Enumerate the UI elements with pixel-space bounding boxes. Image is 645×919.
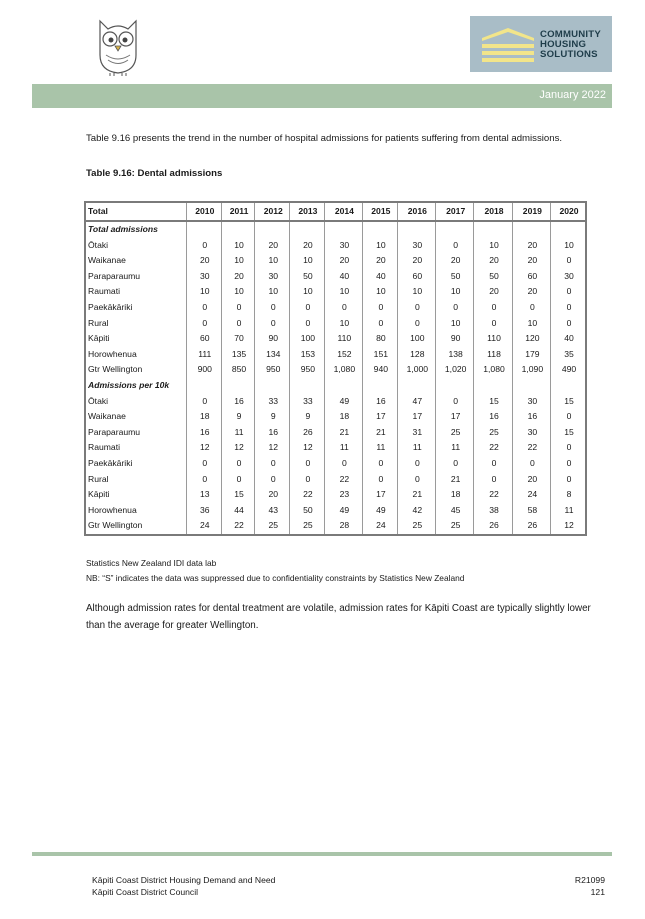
table-cell: 0 <box>397 472 435 488</box>
table-cell: 20 <box>255 487 290 503</box>
dental-admissions-table <box>84 201 587 536</box>
table-cell: 22 <box>512 440 550 456</box>
table-cell: 1,080 <box>474 362 512 378</box>
table-cell: 0 <box>187 456 222 472</box>
table-cell: 80 <box>363 331 398 347</box>
table-cell: 11 <box>397 440 435 456</box>
table-cell: 15 <box>221 487 255 503</box>
table-cell: 13 <box>187 487 222 503</box>
table-cell: 0 <box>397 456 435 472</box>
brand-line-1: COMMUNITY <box>540 29 601 40</box>
empty-cell <box>551 221 586 238</box>
table-cell: 60 <box>512 269 550 285</box>
table-cell: 0 <box>436 456 474 472</box>
table-cell: 950 <box>290 362 325 378</box>
table-cell: 0 <box>187 238 222 254</box>
footer-report-title: Kāpiti Coast District Housing Demand and Need <box>92 875 276 885</box>
table-cell: 950 <box>255 362 290 378</box>
empty-cell <box>397 221 435 238</box>
table-cell: 118 <box>474 347 512 363</box>
table-cell: 33 <box>290 394 325 410</box>
table-cell: 0 <box>221 300 255 316</box>
table-cell: 22 <box>474 440 512 456</box>
column-header-year: 2018 <box>474 202 512 221</box>
table-cell: 12 <box>187 440 222 456</box>
row-label: Kāpiti <box>88 333 110 344</box>
table-cell: 0 <box>551 456 586 472</box>
table-cell: 0 <box>255 316 290 332</box>
empty-cell <box>290 378 325 394</box>
table-row <box>85 284 586 300</box>
table-cell: 23 <box>324 487 362 503</box>
table-cell: 17 <box>397 409 435 425</box>
table-cell: 0 <box>187 472 222 488</box>
table-cell: 20 <box>397 253 435 269</box>
table-cell: 30 <box>397 238 435 254</box>
table-cell: 111 <box>187 347 222 363</box>
table-cell: 138 <box>436 347 474 363</box>
table-cell: 9 <box>290 409 325 425</box>
row-label: Waikanae <box>88 255 126 266</box>
table-cell: 0 <box>255 456 290 472</box>
column-header-year: 2019 <box>512 202 550 221</box>
empty-cell <box>221 221 255 238</box>
table-cell: 45 <box>436 503 474 519</box>
table-cell: 10 <box>187 284 222 300</box>
table-cell: 8 <box>551 487 586 503</box>
column-header-year: 2012 <box>255 202 290 221</box>
table-cell: 151 <box>363 347 398 363</box>
table-cell: 18 <box>187 409 222 425</box>
table-cell: 25 <box>436 425 474 441</box>
empty-cell <box>363 378 398 394</box>
table-cell: 0 <box>290 300 325 316</box>
table-cell: 21 <box>397 487 435 503</box>
table-cell: 11 <box>221 425 255 441</box>
table-cell: 50 <box>290 269 325 285</box>
column-header-year: 2014 <box>324 202 362 221</box>
table-row <box>85 456 586 472</box>
table-cell: 9 <box>221 409 255 425</box>
table-cell: 0 <box>474 300 512 316</box>
table-row <box>85 300 586 316</box>
empty-cell <box>221 378 255 394</box>
house-bars-icon <box>480 26 536 62</box>
table-cell: 0 <box>397 316 435 332</box>
brand-line-3: SOLUTIONS <box>540 49 598 60</box>
row-label: Kāpiti <box>88 489 110 500</box>
row-label: Ōtaki <box>88 395 109 406</box>
table-cell: 22 <box>290 487 325 503</box>
table-cell: 25 <box>397 518 435 535</box>
table-cell: 40 <box>363 269 398 285</box>
table-cell: 110 <box>474 331 512 347</box>
table-cell: 152 <box>324 347 362 363</box>
section-title: Total admissions <box>88 224 158 234</box>
row-label: Waikanae <box>88 411 126 422</box>
table-cell: 20 <box>221 269 255 285</box>
table-cell: 50 <box>436 269 474 285</box>
table-cell: 20 <box>474 253 512 269</box>
table-cell: 15 <box>474 394 512 410</box>
table-cell: 0 <box>324 456 362 472</box>
column-header-year: 2011 <box>221 202 255 221</box>
table-cell: 44 <box>221 503 255 519</box>
table-cell: 20 <box>363 253 398 269</box>
table-cell: 0 <box>512 300 550 316</box>
row-label: Horowhenua <box>88 504 137 515</box>
table-cell: 0 <box>290 316 325 332</box>
section-header-row <box>85 221 586 238</box>
table-cell: 0 <box>324 300 362 316</box>
row-label: Gtr Wellington <box>88 364 143 375</box>
source-note: Statistics New Zealand IDI data lab <box>86 558 217 568</box>
table-cell: 30 <box>512 425 550 441</box>
row-label: Rural <box>88 473 109 484</box>
table-cell: 22 <box>221 518 255 535</box>
table-row <box>85 238 586 254</box>
footer-report-code: R21099 <box>574 875 605 885</box>
table-cell: 0 <box>551 472 586 488</box>
table-cell: 38 <box>474 503 512 519</box>
table-cell: 20 <box>474 284 512 300</box>
table-cell: 10 <box>436 284 474 300</box>
table-cell: 0 <box>551 253 586 269</box>
table-cell: 128 <box>397 347 435 363</box>
table-cell: 0 <box>474 472 512 488</box>
empty-cell <box>512 221 550 238</box>
table-cell: 20 <box>290 238 325 254</box>
table-cell: 179 <box>512 347 550 363</box>
table-cell: 0 <box>363 300 398 316</box>
table-cell: 0 <box>397 300 435 316</box>
table-cell: 0 <box>221 316 255 332</box>
table-cell: 134 <box>255 347 290 363</box>
table-cell: 25 <box>436 518 474 535</box>
empty-cell <box>255 378 290 394</box>
table-cell: 20 <box>512 253 550 269</box>
table-row <box>85 518 586 535</box>
table-cell: 16 <box>474 409 512 425</box>
table-cell: 10 <box>551 238 586 254</box>
table-cell: 940 <box>363 362 398 378</box>
table-cell: 10 <box>474 238 512 254</box>
table-cell: 11 <box>324 440 362 456</box>
table-cell: 1,090 <box>512 362 550 378</box>
table-cell: 90 <box>255 331 290 347</box>
table-cell: 153 <box>290 347 325 363</box>
table-cell: 0 <box>255 300 290 316</box>
table-row <box>85 503 586 519</box>
table-cell: 25 <box>255 518 290 535</box>
table-cell: 47 <box>397 394 435 410</box>
section-header-row <box>85 378 586 394</box>
table-cell: 100 <box>290 331 325 347</box>
table-row <box>85 440 586 456</box>
table-cell: 12 <box>255 440 290 456</box>
table-cell: 30 <box>255 269 290 285</box>
table-cell: 31 <box>397 425 435 441</box>
empty-cell <box>187 221 222 238</box>
column-header-year: 2015 <box>363 202 398 221</box>
table-cell: 33 <box>255 394 290 410</box>
table-cell: 49 <box>363 503 398 519</box>
table-cell: 22 <box>474 487 512 503</box>
table-cell: 0 <box>255 472 290 488</box>
table-cell: 17 <box>363 409 398 425</box>
table-cell: 9 <box>255 409 290 425</box>
table-cell: 0 <box>187 394 222 410</box>
table-cell: 0 <box>436 300 474 316</box>
table-cell: 26 <box>512 518 550 535</box>
table-row <box>85 472 586 488</box>
table-cell: 24 <box>512 487 550 503</box>
table-cell: 0 <box>512 456 550 472</box>
table-cell: 60 <box>187 331 222 347</box>
table-cell: 58 <box>512 503 550 519</box>
table-cell: 16 <box>255 425 290 441</box>
table-cell: 30 <box>551 269 586 285</box>
table-cell: 1,020 <box>436 362 474 378</box>
column-header-year: 2017 <box>436 202 474 221</box>
table-cell: 1,000 <box>397 362 435 378</box>
table-cell: 0 <box>551 300 586 316</box>
intro-text: Table 9.16 presents the trend in the number of hospital admissions for patients suffering from dental admissions. <box>86 133 563 144</box>
empty-cell <box>324 221 362 238</box>
table-cell: 18 <box>324 409 362 425</box>
table-cell: 0 <box>551 440 586 456</box>
table-cell: 110 <box>324 331 362 347</box>
table-cell: 10 <box>255 284 290 300</box>
table-row <box>85 425 586 441</box>
summary-paragraph: Although admission rates for dental treatment are volatile, admission rates for Kāpiti Coast are typically slightly lower than the average for greater Wellington. <box>86 603 591 631</box>
table-cell: 26 <box>290 425 325 441</box>
table-row <box>85 331 586 347</box>
table-cell: 49 <box>324 394 362 410</box>
table-cell: 24 <box>363 518 398 535</box>
empty-cell <box>474 221 512 238</box>
table-header-row <box>85 202 586 221</box>
table-cell: 0 <box>187 316 222 332</box>
column-header-year: 2016 <box>397 202 435 221</box>
table-cell: 10 <box>363 238 398 254</box>
table-cell: 10 <box>397 284 435 300</box>
table-cell: 0 <box>551 316 586 332</box>
table-cell: 10 <box>324 284 362 300</box>
community-housing-solutions-logo <box>470 16 612 72</box>
table-cell: 15 <box>551 425 586 441</box>
table-cell: 900 <box>187 362 222 378</box>
table-cell: 0 <box>187 300 222 316</box>
table-cell: 50 <box>474 269 512 285</box>
section-title: Admissions per 10k <box>88 379 170 390</box>
table-cell: 20 <box>512 238 550 254</box>
table-cell: 11 <box>436 440 474 456</box>
table-cell: 0 <box>363 316 398 332</box>
table-row <box>85 347 586 363</box>
table-cell: 0 <box>436 394 474 410</box>
header-band <box>32 84 612 108</box>
table-cell: 490 <box>551 362 586 378</box>
table-cell: 10 <box>363 284 398 300</box>
table-cell: 30 <box>187 269 222 285</box>
table-cell: 0 <box>290 472 325 488</box>
table-cell: 70 <box>221 331 255 347</box>
table-cell: 20 <box>324 253 362 269</box>
table-cell: 20 <box>187 253 222 269</box>
table-cell: 0 <box>290 456 325 472</box>
table-cell: 16 <box>512 409 550 425</box>
table-cell: 0 <box>551 409 586 425</box>
table-cell: 10 <box>290 284 325 300</box>
empty-cell <box>290 221 325 238</box>
table-cell: 40 <box>324 269 362 285</box>
table-cell: 0 <box>221 472 255 488</box>
owl-logo <box>92 15 144 77</box>
table-cell: 60 <box>397 269 435 285</box>
row-label: Paekākāriki <box>88 457 133 468</box>
table-cell: 42 <box>397 503 435 519</box>
row-label: Paraparaumu <box>88 270 141 281</box>
column-header-year: 2013 <box>290 202 325 221</box>
table-cell: 25 <box>474 425 512 441</box>
table-cell: 18 <box>436 487 474 503</box>
row-label: Raumati <box>88 442 120 453</box>
table-cell: 135 <box>221 347 255 363</box>
table-cell: 10 <box>290 253 325 269</box>
table-cell: 20 <box>436 253 474 269</box>
table-cell: 21 <box>363 425 398 441</box>
table-cell: 30 <box>512 394 550 410</box>
table-cell: 20 <box>512 472 550 488</box>
table-cell: 15 <box>551 394 586 410</box>
table-row <box>85 409 586 425</box>
table-cell: 21 <box>324 425 362 441</box>
table-cell: 16 <box>187 425 222 441</box>
table-cell: 0 <box>551 284 586 300</box>
table-cell: 22 <box>324 472 362 488</box>
table-cell: 11 <box>551 503 586 519</box>
table-cell: 20 <box>255 238 290 254</box>
row-label: Horowhenua <box>88 348 137 359</box>
table-cell: 11 <box>363 440 398 456</box>
row-label: Gtr Wellington <box>88 520 143 531</box>
footer-band <box>32 852 612 856</box>
table-row <box>85 362 586 378</box>
table-cell: 26 <box>474 518 512 535</box>
brand-line-2: HOUSING <box>540 39 587 50</box>
footer-council: Kāpiti Coast District Council <box>92 887 199 897</box>
table-cell: 17 <box>436 409 474 425</box>
table-cell: 0 <box>436 238 474 254</box>
row-label: Paekākāriki <box>88 301 133 312</box>
table-cell: 10 <box>221 253 255 269</box>
table-caption: Table 9.16: Dental admissions <box>86 168 223 179</box>
empty-cell <box>397 378 435 394</box>
table-cell: 120 <box>512 331 550 347</box>
table-cell: 10 <box>436 316 474 332</box>
table-cell: 43 <box>255 503 290 519</box>
empty-cell <box>187 378 222 394</box>
table-cell: 17 <box>363 487 398 503</box>
table-cell: 90 <box>436 331 474 347</box>
table-cell: 100 <box>397 331 435 347</box>
table-cell: 16 <box>221 394 255 410</box>
table-cell: 25 <box>290 518 325 535</box>
row-label: Ōtaki <box>88 239 109 250</box>
table-cell: 12 <box>551 518 586 535</box>
table-cell: 35 <box>551 347 586 363</box>
table-cell: 40 <box>551 331 586 347</box>
table-cell: 0 <box>363 472 398 488</box>
column-header-year: 2020 <box>551 202 586 221</box>
table-row <box>85 487 586 503</box>
table-row <box>85 253 586 269</box>
report-date: January 2022 <box>539 89 606 101</box>
table-cell: 1,080 <box>324 362 362 378</box>
table-cell: 10 <box>221 238 255 254</box>
empty-cell <box>324 378 362 394</box>
table-cell: 24 <box>187 518 222 535</box>
table-cell: 12 <box>290 440 325 456</box>
table-row <box>85 269 586 285</box>
empty-cell <box>436 221 474 238</box>
table-cell: 850 <box>221 362 255 378</box>
empty-cell <box>551 378 586 394</box>
suppression-note: NB: “S” indicates the data was suppressed due to confidentiality constraints by Statistics New Zealand <box>86 573 465 583</box>
row-label: Raumati <box>88 286 120 297</box>
table-row <box>85 394 586 410</box>
table-cell: 21 <box>436 472 474 488</box>
empty-cell <box>255 221 290 238</box>
row-label: Rural <box>88 317 109 328</box>
table-cell: 10 <box>255 253 290 269</box>
table-cell: 0 <box>474 316 512 332</box>
table-cell: 50 <box>290 503 325 519</box>
table-row <box>85 316 586 332</box>
page-number: 121 <box>590 887 605 897</box>
table-cell: 20 <box>512 284 550 300</box>
table-cell: 36 <box>187 503 222 519</box>
table-cell: 0 <box>363 456 398 472</box>
column-header-year: 2010 <box>187 202 222 221</box>
empty-cell <box>474 378 512 394</box>
table-cell: 10 <box>324 316 362 332</box>
table-cell: 16 <box>363 394 398 410</box>
column-header-label: Total <box>85 202 187 221</box>
table-cell: 12 <box>221 440 255 456</box>
table-cell: 30 <box>324 238 362 254</box>
table-cell: 10 <box>512 316 550 332</box>
table-cell: 28 <box>324 518 362 535</box>
empty-cell <box>436 378 474 394</box>
row-label: Paraparaumu <box>88 426 141 437</box>
table-cell: 0 <box>474 456 512 472</box>
empty-cell <box>363 221 398 238</box>
table-cell: 49 <box>324 503 362 519</box>
empty-cell <box>512 378 550 394</box>
table-cell: 0 <box>221 456 255 472</box>
table-cell: 10 <box>221 284 255 300</box>
